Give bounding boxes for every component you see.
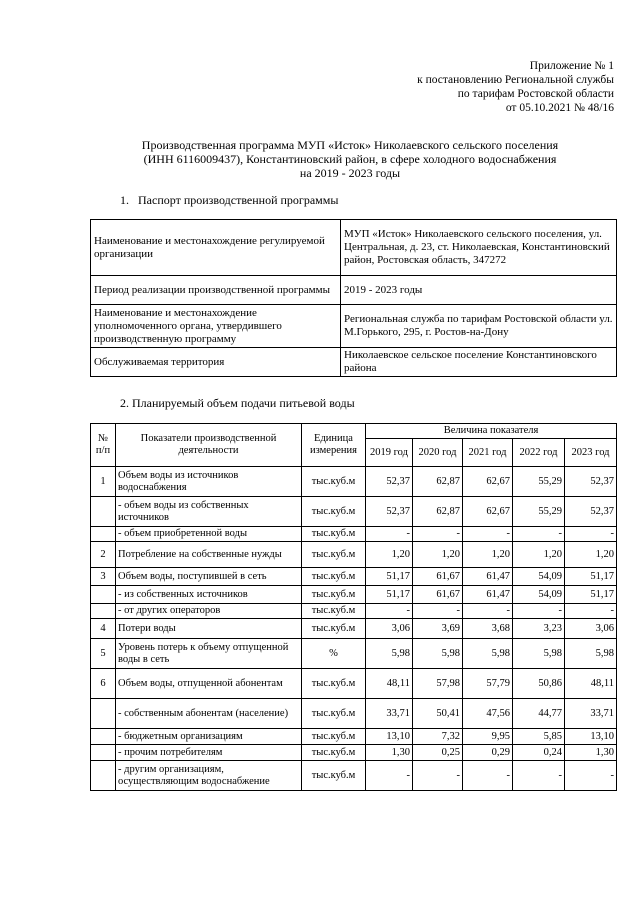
table-row	[91, 220, 617, 276]
row-value: 52,37	[565, 467, 617, 497]
row-value: 62,67	[463, 467, 513, 497]
row-value: -	[463, 604, 513, 619]
row-value: 3,68	[463, 619, 513, 639]
table-row	[91, 497, 617, 527]
table-row	[91, 669, 617, 699]
row-indicator: - из собственных источников	[116, 586, 302, 604]
row-num	[91, 729, 116, 745]
row-value: -	[463, 527, 513, 542]
title-line: на 2019 - 2023 годы	[299, 166, 401, 180]
row-num	[91, 604, 116, 619]
row-value: 1,20	[565, 542, 617, 568]
row-num: 2	[91, 542, 116, 568]
table-row	[91, 761, 617, 791]
row-unit: тыс.куб.м	[302, 568, 366, 586]
table-row	[91, 276, 617, 305]
row-value: -	[463, 761, 513, 791]
row-value: 1,30	[366, 745, 413, 761]
passport-value: МУП «Исток» Николаевского сельского поселения, ул. Центральная, д. 23, ст. Николаевская, Константиновский район, Ростовская область, 347272	[341, 220, 617, 276]
row-indicator: - другим организациям, осуществляющим водоснабжение	[116, 761, 302, 791]
row-value: 57,98	[413, 669, 463, 699]
row-value: 61,67	[413, 568, 463, 586]
row-value: 1,30	[565, 745, 617, 761]
row-value: -	[513, 761, 565, 791]
row-indicator: - бюджетным организациям	[116, 729, 302, 745]
row-value: 52,37	[366, 497, 413, 527]
table-row	[91, 568, 617, 586]
header-year: 2020 год	[413, 439, 463, 467]
row-num	[91, 497, 116, 527]
row-num	[91, 586, 116, 604]
appendix-block	[314, 59, 614, 115]
header-num: № п/п	[91, 424, 116, 467]
header-value-group: Величина показателя	[366, 424, 617, 439]
row-value: 1,20	[413, 542, 463, 568]
row-value: 0,29	[463, 745, 513, 761]
row-num	[91, 527, 116, 542]
row-indicator: Объем воды из источников водоснабжения	[116, 467, 302, 497]
table-row	[91, 619, 617, 639]
row-value: 55,29	[513, 467, 565, 497]
header-indicator: Показатели производственной деятельности	[116, 424, 302, 467]
table-row	[91, 699, 617, 729]
passport-value: Николаевское сельское поселение Константиновского района	[341, 348, 617, 377]
table-row	[91, 527, 617, 542]
row-value: -	[565, 604, 617, 619]
section1-number: 1.	[120, 193, 129, 207]
row-unit: тыс.куб.м	[302, 542, 366, 568]
section1-heading	[120, 193, 338, 207]
table-row	[91, 745, 617, 761]
row-value: 3,06	[565, 619, 617, 639]
row-value: 1,20	[513, 542, 565, 568]
row-value: -	[565, 527, 617, 542]
row-value: 5,98	[513, 639, 565, 669]
row-value: 1,20	[463, 542, 513, 568]
row-value: 9,95	[463, 729, 513, 745]
row-unit: тыс.куб.м	[302, 586, 366, 604]
row-value: 5,85	[513, 729, 565, 745]
appendix-line: Приложение № 1	[529, 60, 614, 72]
row-value: 51,17	[565, 586, 617, 604]
row-value: 3,23	[513, 619, 565, 639]
row-indicator: Объем воды, поступившей в сеть	[116, 568, 302, 586]
passport-value: 2019 - 2023 годы	[341, 276, 617, 305]
appendix-line: от 05.10.2021 № 48/16	[505, 102, 614, 114]
row-unit: тыс.куб.м	[302, 497, 366, 527]
table-row	[91, 729, 617, 745]
row-unit: тыс.куб.м	[302, 467, 366, 497]
row-num	[91, 745, 116, 761]
row-num: 5	[91, 639, 116, 669]
appendix-line: к постановлению Региональной службы	[417, 74, 614, 86]
row-value: 33,71	[565, 699, 617, 729]
table-row	[91, 639, 617, 669]
table-row	[91, 348, 617, 377]
row-indicator: - прочим потребителям	[116, 745, 302, 761]
passport-table	[90, 219, 617, 377]
passport-label: Обслуживаемая территория	[91, 348, 341, 377]
row-value: 54,09	[513, 568, 565, 586]
row-indicator: - собственным абонентам (население)	[116, 699, 302, 729]
row-value: 54,09	[513, 586, 565, 604]
row-value: 51,17	[366, 568, 413, 586]
water-volume-body	[91, 467, 617, 791]
row-unit: тыс.куб.м	[302, 745, 366, 761]
row-num: 3	[91, 568, 116, 586]
row-value: 51,17	[565, 568, 617, 586]
row-value: 5,98	[463, 639, 513, 669]
row-value: -	[413, 604, 463, 619]
row-value: 51,17	[366, 586, 413, 604]
row-value: 62,87	[413, 467, 463, 497]
row-unit: тыс.куб.м	[302, 669, 366, 699]
row-num: 4	[91, 619, 116, 639]
table-row	[91, 604, 617, 619]
table-row	[91, 542, 617, 568]
passport-value: Региональная служба по тарифам Ростовской области ул. М.Горького, 295, г. Ростов-на-Дону	[341, 305, 617, 348]
row-value: 61,67	[413, 586, 463, 604]
row-indicator: - объем приобретенной воды	[116, 527, 302, 542]
appendix-line: по тарифам Ростовской области	[457, 88, 614, 100]
row-value: -	[366, 527, 413, 542]
table-row	[91, 305, 617, 348]
header-year: 2022 год	[513, 439, 565, 467]
row-unit: тыс.куб.м	[302, 761, 366, 791]
document-title	[90, 138, 610, 180]
row-num: 6	[91, 669, 116, 699]
row-value: 50,41	[413, 699, 463, 729]
row-value: 0,24	[513, 745, 565, 761]
row-value: 52,37	[366, 467, 413, 497]
section2-heading: 2. Планируемый объем подачи питьевой воды	[120, 396, 355, 410]
row-value: 13,10	[565, 729, 617, 745]
row-value: 5,98	[565, 639, 617, 669]
row-value: 33,71	[366, 699, 413, 729]
row-indicator: Потребление на собственные нужды	[116, 542, 302, 568]
header-year: 2023 год	[565, 439, 617, 467]
title-line: (ИНН 6116009437), Константиновский район, в сфере холодного водоснабжения	[143, 152, 557, 166]
passport-label: Наименование и местонахождение уполномоченного органа, утвердившего производственную программу	[91, 305, 341, 348]
row-value: 48,11	[565, 669, 617, 699]
section1-title: Паспорт производственной программы	[138, 193, 339, 207]
header-year: 2021 год	[463, 439, 513, 467]
row-value: 3,06	[366, 619, 413, 639]
row-value: -	[366, 761, 413, 791]
header-unit: Единица измерения	[302, 424, 366, 467]
row-indicator: Уровень потерь к объему отпущенной воды в сеть	[116, 639, 302, 669]
row-num	[91, 761, 116, 791]
passport-label: Период реализации производственной программы	[91, 276, 341, 305]
row-value: 62,87	[413, 497, 463, 527]
row-value: -	[565, 761, 617, 791]
row-value: 52,37	[565, 497, 617, 527]
row-value: -	[413, 761, 463, 791]
table-row	[91, 467, 617, 497]
row-indicator: Потери воды	[116, 619, 302, 639]
row-num	[91, 699, 116, 729]
row-value: 5,98	[366, 639, 413, 669]
row-value: 3,69	[413, 619, 463, 639]
row-indicator: - объем воды из собственных источников	[116, 497, 302, 527]
row-value: 48,11	[366, 669, 413, 699]
row-num: 1	[91, 467, 116, 497]
row-value: -	[513, 527, 565, 542]
row-value: 5,98	[413, 639, 463, 669]
table-row	[91, 586, 617, 604]
row-value: 44,77	[513, 699, 565, 729]
row-value: 61,47	[463, 568, 513, 586]
row-value: -	[513, 604, 565, 619]
row-unit: тыс.куб.м	[302, 699, 366, 729]
header-year: 2019 год	[366, 439, 413, 467]
row-value: 55,29	[513, 497, 565, 527]
row-unit: %	[302, 639, 366, 669]
row-unit: тыс.куб.м	[302, 604, 366, 619]
row-value: 7,32	[413, 729, 463, 745]
row-indicator: - от других операторов	[116, 604, 302, 619]
passport-label: Наименование и местонахождение регулируемой организации	[91, 220, 341, 276]
row-indicator: Объем воды, отпущенной абонентам	[116, 669, 302, 699]
row-value: -	[366, 604, 413, 619]
row-value: 13,10	[366, 729, 413, 745]
row-value: 1,20	[366, 542, 413, 568]
water-volume-table	[90, 423, 617, 791]
row-value: 0,25	[413, 745, 463, 761]
title-line: Производственная программа МУП «Исток» Николаевского сельского поселения	[141, 138, 559, 152]
row-unit: тыс.куб.м	[302, 619, 366, 639]
row-value: 61,47	[463, 586, 513, 604]
row-value: 50,86	[513, 669, 565, 699]
row-unit: тыс.куб.м	[302, 527, 366, 542]
table-header-row	[91, 424, 617, 439]
row-value: 62,67	[463, 497, 513, 527]
row-value: -	[413, 527, 463, 542]
row-value: 57,79	[463, 669, 513, 699]
row-unit: тыс.куб.м	[302, 729, 366, 745]
row-value: 47,56	[463, 699, 513, 729]
